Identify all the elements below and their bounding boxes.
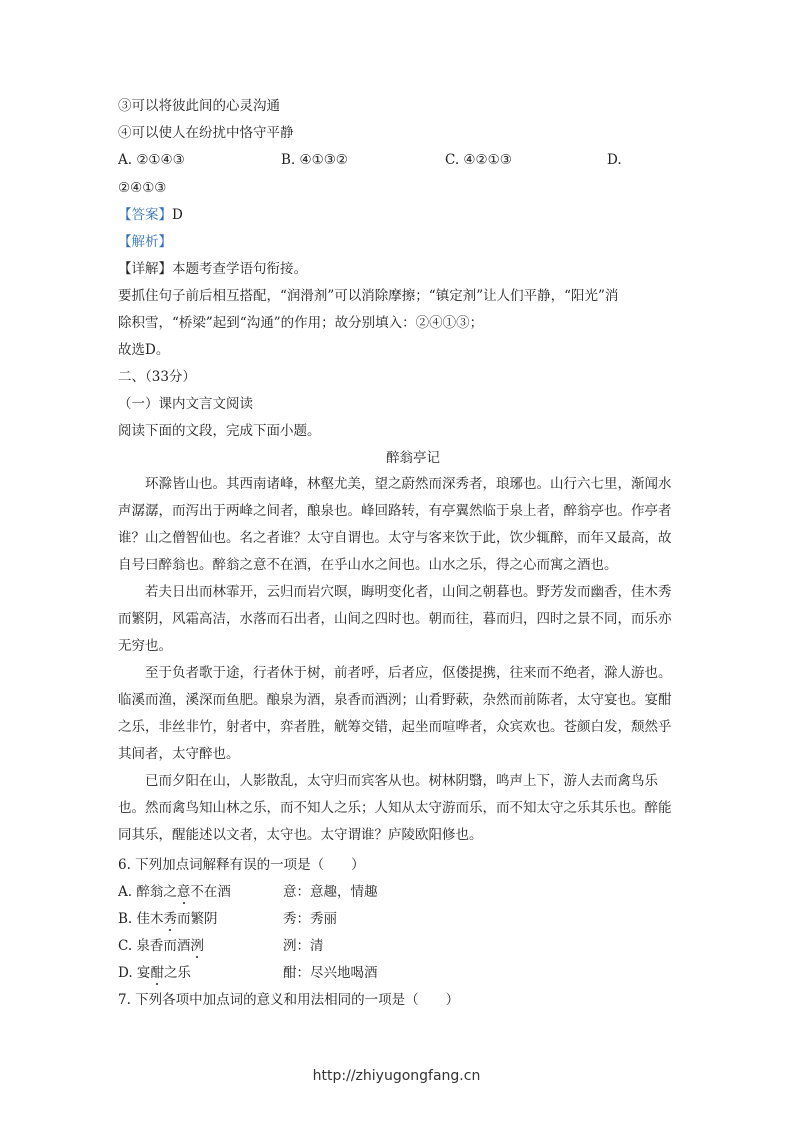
q6b-explanation: 秀：秀丽: [283, 911, 337, 927]
instruction-line: 阅读下面的文段，完成下面小题。: [118, 423, 321, 439]
choice-d-value: ②④①③: [118, 180, 167, 196]
q6d-dotted-word: 酣: [150, 965, 164, 981]
passage-paragraph-2: 若夫日出而林霏开，云归而岩穴暝，晦明变化者，山间之朝暮也。野芳发而幽香，佳木秀而繁阴，风霜高洁，水落而石出者，山间之四时也。朝而往，暮而归，四时之景不同，而乐亦无穷也。: [118, 584, 672, 654]
q6c-text-pre: C. 泉香而酒: [118, 938, 191, 954]
passage-paragraph-4: 已而夕阳在山，人影散乱，太守归而宾客从也。树林阴翳，鸣声上下，游人去而禽鸟乐也。然而禽鸟知山林之乐，而不知人之乐；人知从太守游而乐，而不知太守之乐其乐也。醉能同其乐，醒能述以文者，太守也。太守谓谁？庐陵欧阳修也。: [118, 773, 672, 843]
question-6: 6. 下列加点词解释有误的一项是（ ）: [118, 857, 365, 873]
q6a-text-pre: A. 醉翁之: [118, 884, 177, 900]
passage-paragraph-1: 环滁皆山也。其西南诸峰，林壑尤美，望之蔚然而深秀者，琅琊也。山行六七里，渐闻水声潺潺，而泻出于两峰之间者，酿泉也。峰回路转，有亭翼然临于泉上者，醉翁亭也。作亭者谁？山之僧智仙也。名之者谁？太守自谓也。太守与客来饮于此，饮少辄醉，而年又最高，故自号曰醉翁也。醉翁之意不在酒，在乎山水之间也。山水之乐，得之心而寓之酒也。: [118, 476, 672, 573]
subsection-heading: （一）课内文言文阅读: [118, 396, 253, 412]
passage-paragraph-3: 至于负者歌于途，行者休于树，前者呼，后者应，伛偻提携，往来而不绝者，滁人游也。临溪而渔，溪深而鱼肥。酿泉为酒，泉香而酒洌；山肴野蔌，杂然而前陈者，太守宴也。宴酣之乐，非丝非竹，射者中，弈者胜，觥筹交错，起坐而喧哗者，众宾欢也。苍颜白发，颓然乎其间者，太守醉也。: [118, 665, 672, 762]
choice-c: C. ④②①③: [445, 152, 512, 168]
q6b-text-post: 而繁阴: [177, 911, 218, 927]
option-line-4: ④可以使人在纷扰中恪守平静: [118, 125, 294, 141]
choice-d: D.: [607, 152, 622, 168]
choice-b: B. ④①③②: [281, 152, 348, 168]
q6-option-c: [118, 936, 678, 956]
section-heading: 二、（33分）: [118, 369, 196, 385]
q6d-text-pre: D. 宴: [118, 965, 151, 981]
explanation-1: 要抓住句子前后相互搭配，“润滑剂”可以消除摩擦；“镇定剂”让人们平静，“阳光”消: [118, 288, 619, 304]
q6b-text-pre: B. 佳木: [118, 911, 164, 927]
q6a-explanation: 意：意趣，情趣: [283, 884, 378, 900]
q6d-explanation: 酣：尽兴地喝酒: [283, 965, 378, 981]
detail-line: 【详解】本题考查学语句衔接。: [118, 261, 307, 277]
choice-a: A. ②①④③: [118, 152, 185, 168]
q6a-dotted-word: 意: [176, 884, 191, 900]
question-7: 7. 下列各项中加点词的意义和用法相同的一项是（ ）: [118, 992, 460, 1008]
analysis-tag: 【解析】: [118, 234, 172, 250]
footer-url: http://zhiyugongfang.cn: [312, 1068, 481, 1084]
option-line-3: ③可以将彼此间的心灵沟通: [118, 98, 280, 114]
q6a-text-post: 不在酒: [190, 884, 231, 900]
q6-option-d: [118, 963, 678, 983]
q6c-dotted-word: 洌: [190, 938, 204, 954]
q6-option-b: [118, 909, 678, 929]
q6c-explanation: 洌：清: [283, 938, 324, 954]
q6-option-a: [118, 882, 678, 902]
answer-tag: 【答案】: [118, 207, 172, 223]
explanation-2: 除积雪，“桥梁”起到“沟通”的作用；故分别填入：②④①③；: [118, 315, 484, 331]
answer-value: D: [172, 207, 183, 223]
answer-line: [118, 205, 183, 225]
explanation-3: 故选D。: [118, 342, 170, 358]
q6d-text-post: 之乐: [163, 965, 191, 981]
q6b-dotted-word: 秀: [163, 911, 178, 927]
passage-title: 醉翁亭记: [386, 450, 440, 466]
